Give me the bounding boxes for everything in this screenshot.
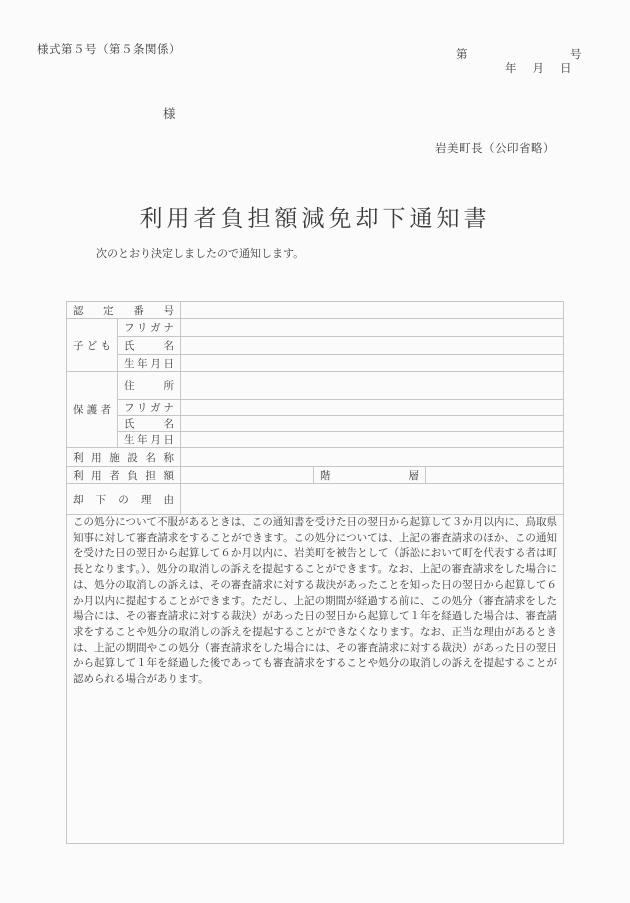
table-row bbox=[67, 484, 564, 515]
child-name-label: 氏名 bbox=[118, 337, 181, 355]
document-subtitle: 次のとおり決定しましたので通知します。 bbox=[96, 248, 305, 260]
table-row bbox=[67, 467, 564, 484]
date-month-label: 月 bbox=[532, 63, 545, 75]
addressee-suffix: 様 bbox=[163, 107, 176, 121]
table-row bbox=[67, 448, 564, 467]
date-year-label: 年 bbox=[505, 63, 517, 75]
table-row bbox=[67, 515, 564, 844]
doc-number-prefix: 第 bbox=[456, 49, 468, 61]
document-title: 利用者負担額減免却下通知書 bbox=[139, 206, 491, 231]
date-line bbox=[505, 62, 572, 76]
user-burden-amount-value bbox=[181, 467, 314, 484]
child-birthdate-value bbox=[181, 355, 564, 372]
table-row bbox=[67, 416, 564, 432]
rejection-reason-value bbox=[181, 484, 564, 515]
user-burden-amount-label: 利用者負担額 bbox=[67, 467, 181, 484]
notification-form-table bbox=[66, 301, 564, 844]
certification-number-value bbox=[181, 302, 564, 319]
child-birthdate-label: 生年月日 bbox=[118, 355, 181, 372]
appeal-notice-text: この処分について不服があるときは、この通知書を受けた日の翌日から起算して３か月以内に、鳥取県知事に対して審査請求をすることができます。この処分については、上記の審査請求のほか、この通知を受けた日の翌日から起算して６か月以内に、岩美町を被告として（訴訟において町を代表する者は町長となります。）、処分の取消しの訴えを提起することができます。なお、上記の審査請求をした場合には、処分の取消しの訴えは、その審査請求に対する裁決があったことを知った日の翌日から起算して６か月以内に提起することができます。ただし、上記の期間が経過する前に、この処分（審査請求をした場合には、その審査請求に対する裁決）があった日の翌日から起算して１年を経過した場合は、審査請求をすることや処分の取消しの訴えを提起することができなくなります。なお、正当な理由があるときは、上記の期間やこの処分（審査請求をした場合には、その審査請求に対する裁決）があった日の翌日から起算して１年を経過した後であっても審査請求をすることや処分の取消しの訴えを提起することが認められる場合があります。 bbox=[67, 515, 564, 844]
table-row bbox=[67, 302, 564, 319]
certification-number-label: 認定番号 bbox=[67, 302, 181, 319]
guardian-address-value bbox=[181, 372, 564, 400]
table-row bbox=[67, 355, 564, 372]
guardian-furigana-label: フリガナ bbox=[118, 400, 181, 416]
date-day-label: 日 bbox=[560, 63, 572, 75]
table-row bbox=[67, 319, 564, 337]
table-row bbox=[67, 372, 564, 400]
guardian-name-label: 氏名 bbox=[118, 416, 181, 432]
doc-number-suffix: 号 bbox=[570, 49, 582, 61]
document-number-line bbox=[456, 48, 582, 62]
guardian-furigana-value bbox=[181, 400, 564, 416]
guardian-birthdate-label: 生年月日 bbox=[118, 432, 181, 448]
table-row bbox=[67, 337, 564, 355]
table-row bbox=[67, 400, 564, 416]
rejection-reason-label: 却下の理由 bbox=[67, 484, 181, 515]
facility-name-label: 利用施設名称 bbox=[67, 448, 181, 467]
guardian-birthdate-value bbox=[181, 432, 564, 448]
child-group-label: 子ども bbox=[67, 319, 118, 372]
tier-value bbox=[426, 467, 564, 484]
form-number: 様式第５号（第５条関係） bbox=[37, 44, 181, 56]
tier-label: 階層 bbox=[314, 467, 426, 484]
child-name-value bbox=[181, 337, 564, 355]
child-furigana-label: フリガナ bbox=[118, 319, 181, 337]
guardian-group-label: 保護者 bbox=[67, 372, 118, 448]
guardian-address-label: 住所 bbox=[118, 372, 181, 400]
guardian-name-value bbox=[181, 416, 564, 432]
table-row bbox=[67, 432, 564, 448]
child-furigana-value bbox=[181, 319, 564, 337]
sender-name: 岩美町長（公印省略） bbox=[435, 143, 555, 155]
facility-name-value bbox=[181, 448, 564, 467]
